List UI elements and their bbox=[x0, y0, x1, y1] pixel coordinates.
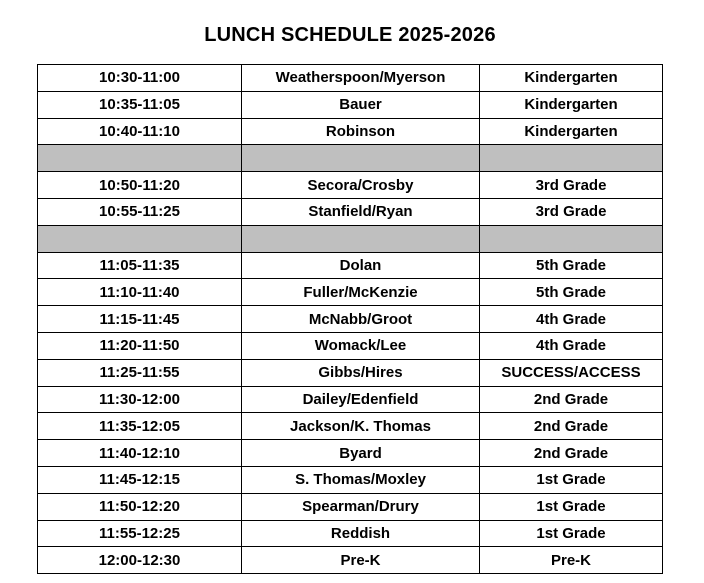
grade-cell: Pre-K bbox=[480, 547, 663, 574]
teacher-cell: Jackson/K. Thomas bbox=[242, 413, 480, 440]
separator-cell bbox=[242, 145, 480, 172]
table-row bbox=[38, 520, 663, 547]
grade-cell: 2nd Grade bbox=[480, 413, 663, 440]
teacher-cell: Stanfield/Ryan bbox=[242, 198, 480, 225]
grade-cell: SUCCESS/ACCESS bbox=[480, 359, 663, 386]
time-cell: 12:00-12:30 bbox=[38, 547, 242, 574]
table-row bbox=[38, 386, 663, 413]
time-cell: 10:50-11:20 bbox=[38, 172, 242, 199]
time-cell: 10:30-11:00 bbox=[38, 65, 242, 92]
table-row bbox=[38, 466, 663, 493]
separator-cell bbox=[38, 145, 242, 172]
table-row bbox=[38, 65, 663, 92]
grade-cell: 1st Grade bbox=[480, 466, 663, 493]
schedule-body bbox=[38, 65, 663, 574]
teacher-cell: Secora/Crosby bbox=[242, 172, 480, 199]
grade-cell: 3rd Grade bbox=[480, 172, 663, 199]
table-row bbox=[38, 359, 663, 386]
time-cell: 10:55-11:25 bbox=[38, 198, 242, 225]
time-cell: 10:35-11:05 bbox=[38, 91, 242, 118]
grade-cell: 3rd Grade bbox=[480, 198, 663, 225]
table-row bbox=[38, 306, 663, 333]
separator-cell bbox=[38, 225, 242, 252]
time-cell: 11:30-12:00 bbox=[38, 386, 242, 413]
teacher-cell: Dolan bbox=[242, 252, 480, 279]
grade-cell: 4th Grade bbox=[480, 332, 663, 359]
time-cell: 11:45-12:15 bbox=[38, 466, 242, 493]
grade-cell: Kindergarten bbox=[480, 91, 663, 118]
time-cell: 11:50-12:20 bbox=[38, 493, 242, 520]
time-cell: 11:35-12:05 bbox=[38, 413, 242, 440]
grade-cell: 5th Grade bbox=[480, 279, 663, 306]
teacher-cell: Spearman/Drury bbox=[242, 493, 480, 520]
separator-cell bbox=[242, 225, 480, 252]
table-row bbox=[38, 547, 663, 574]
time-cell: 10:40-11:10 bbox=[38, 118, 242, 145]
teacher-cell: Reddish bbox=[242, 520, 480, 547]
teacher-cell: Robinson bbox=[242, 118, 480, 145]
time-cell: 11:25-11:55 bbox=[38, 359, 242, 386]
table-row bbox=[38, 252, 663, 279]
table-row bbox=[38, 279, 663, 306]
time-cell: 11:10-11:40 bbox=[38, 279, 242, 306]
grade-cell: 5th Grade bbox=[480, 252, 663, 279]
teacher-cell: Byard bbox=[242, 440, 480, 467]
teacher-cell: Dailey/Edenfield bbox=[242, 386, 480, 413]
table-row bbox=[38, 198, 663, 225]
time-cell: 11:20-11:50 bbox=[38, 332, 242, 359]
time-cell: 11:40-12:10 bbox=[38, 440, 242, 467]
table-row bbox=[38, 332, 663, 359]
teacher-cell: Weatherspoon/Myerson bbox=[242, 65, 480, 92]
teacher-cell: Pre-K bbox=[242, 547, 480, 574]
teacher-cell: Womack/Lee bbox=[242, 332, 480, 359]
separator-row bbox=[38, 225, 663, 252]
grade-cell: 2nd Grade bbox=[480, 440, 663, 467]
table-row bbox=[38, 172, 663, 199]
grade-cell: Kindergarten bbox=[480, 65, 663, 92]
table-row bbox=[38, 493, 663, 520]
teacher-cell: S. Thomas/Moxley bbox=[242, 466, 480, 493]
page-title: LUNCH SCHEDULE 2025-2026 bbox=[204, 24, 496, 46]
teacher-cell: McNabb/Groot bbox=[242, 306, 480, 333]
grade-cell: Kindergarten bbox=[480, 118, 663, 145]
teacher-cell: Fuller/McKenzie bbox=[242, 279, 480, 306]
table-row bbox=[38, 440, 663, 467]
time-cell: 11:55-12:25 bbox=[38, 520, 242, 547]
lunch-schedule-table bbox=[37, 64, 663, 574]
grade-cell: 2nd Grade bbox=[480, 386, 663, 413]
grade-cell: 4th Grade bbox=[480, 306, 663, 333]
table-row bbox=[38, 413, 663, 440]
grade-cell: 1st Grade bbox=[480, 520, 663, 547]
table-row bbox=[38, 91, 663, 118]
teacher-cell: Gibbs/Hires bbox=[242, 359, 480, 386]
table-row bbox=[38, 118, 663, 145]
grade-cell: 1st Grade bbox=[480, 493, 663, 520]
time-cell: 11:05-11:35 bbox=[38, 252, 242, 279]
separator-cell bbox=[480, 225, 663, 252]
teacher-cell: Bauer bbox=[242, 91, 480, 118]
separator-row bbox=[38, 145, 663, 172]
separator-cell bbox=[480, 145, 663, 172]
time-cell: 11:15-11:45 bbox=[38, 306, 242, 333]
